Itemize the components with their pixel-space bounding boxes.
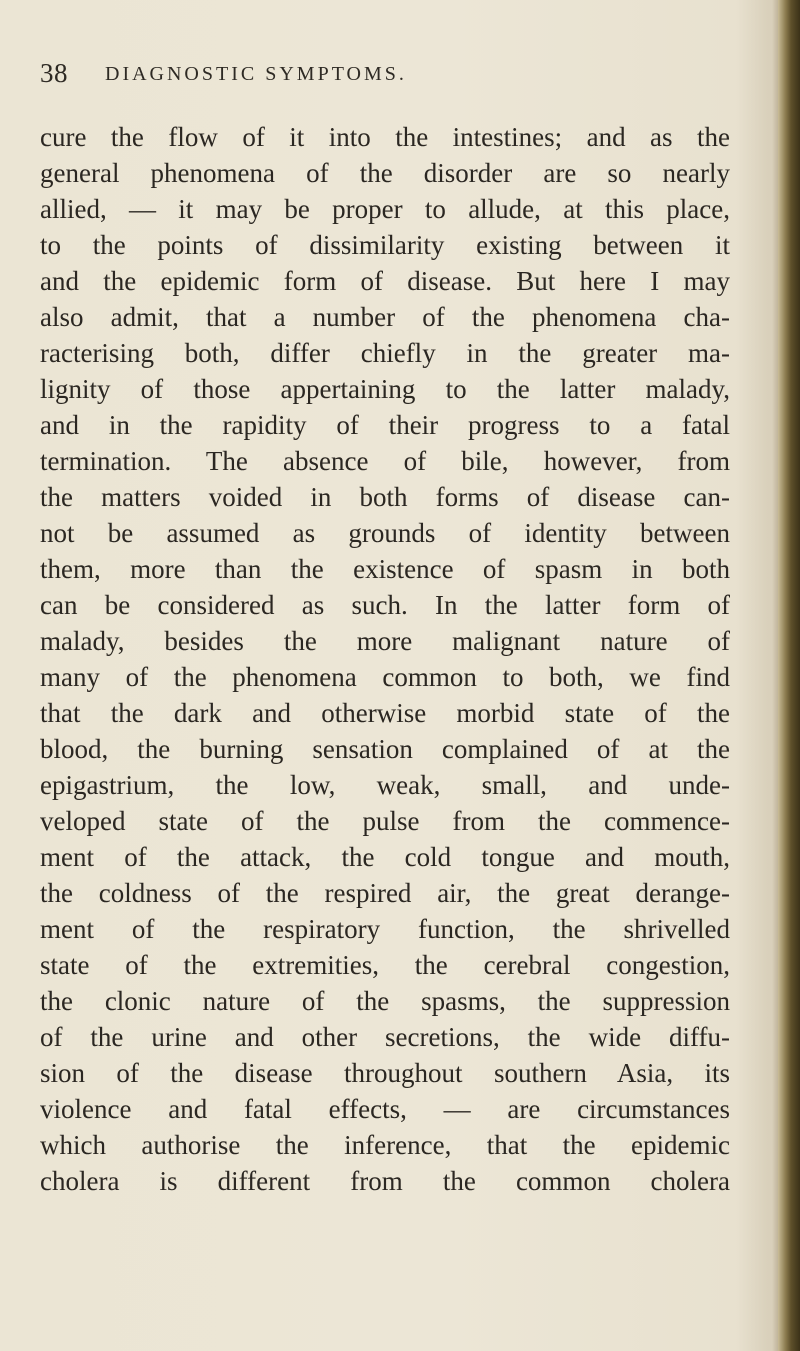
- text-line: lignity of those appertaining to the latter malady,: [40, 374, 730, 404]
- page-header: [40, 58, 760, 98]
- text-line: malady, besides the more malignant nature of: [40, 626, 730, 656]
- text-line: not be assumed as grounds of identity between: [40, 518, 730, 548]
- text-line: ment of the respiratory function, the shrivelled: [40, 914, 730, 944]
- text-line: can be considered as such. In the latter form of: [40, 590, 730, 620]
- text-line: also admit, that a number of the phenomena cha-: [40, 302, 730, 332]
- text-line: the matters voided in both forms of disease can-: [40, 482, 730, 512]
- text-line: veloped state of the pulse from the commence-: [40, 806, 730, 836]
- body-text: [40, 119, 730, 1199]
- text-line: which authorise the inference, that the epidemic: [40, 1130, 730, 1160]
- text-line: that the dark and otherwise morbid state of the: [40, 698, 730, 728]
- text-line: allied, — it may be proper to allude, at this place,: [40, 194, 730, 224]
- text-line: termination. The absence of bile, however, from: [40, 446, 730, 476]
- text-line: blood, the burning sensation complained of at the: [40, 734, 730, 764]
- text-line: general phenomena of the disorder are so nearly: [40, 158, 730, 188]
- text-line: cure the flow of it into the intestines; and as the: [40, 122, 730, 152]
- text-line: many of the phenomena common to both, we find: [40, 662, 730, 692]
- text-line: sion of the disease throughout southern Asia, its: [40, 1058, 730, 1088]
- text-line: and the epidemic form of disease. But here I may: [40, 266, 730, 296]
- text-line: and in the rapidity of their progress to a fatal: [40, 410, 730, 440]
- running-head: DIAGNOSTIC SYMPTOMS.: [105, 63, 407, 85]
- text-line: them, more than the existence of spasm in both: [40, 554, 730, 584]
- text-line: ment of the attack, the cold tongue and mouth,: [40, 842, 730, 872]
- text-line: to the points of dissimilarity existing between it: [40, 230, 730, 260]
- text-line: state of the extremities, the cerebral congestion,: [40, 950, 730, 980]
- page-number: 38: [40, 58, 68, 88]
- text-line: epigastrium, the low, weak, small, and unde-: [40, 770, 730, 800]
- text-line: violence and fatal effects, — are circumstances: [40, 1094, 730, 1124]
- text-line: cholera is different from the common cholera: [40, 1166, 730, 1196]
- book-binding-edge: [778, 0, 800, 1351]
- text-line: of the urine and other secretions, the wide diffu-: [40, 1022, 730, 1052]
- text-line: racterising both, differ chiefly in the greater ma-: [40, 338, 730, 368]
- text-line: the coldness of the respired air, the great derange-: [40, 878, 730, 908]
- text-line: the clonic nature of the spasms, the suppression: [40, 986, 730, 1016]
